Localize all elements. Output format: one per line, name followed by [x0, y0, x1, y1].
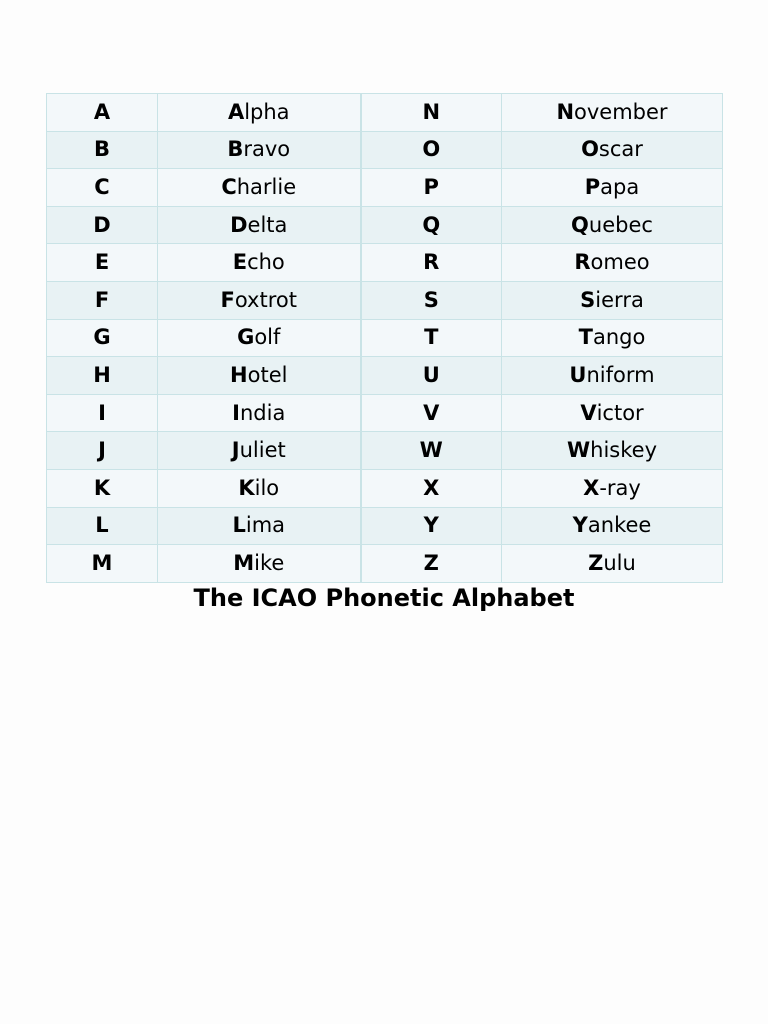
codeword-initial: B [227, 137, 244, 162]
codeword-cell [502, 319, 723, 357]
codeword-cell [502, 507, 723, 545]
codeword-cell [158, 357, 361, 395]
letter-cell: K [47, 469, 158, 507]
codeword-cell [158, 394, 361, 432]
letter-cell: V [361, 394, 502, 432]
table-row [47, 131, 723, 169]
codeword-cell [502, 131, 723, 169]
table-row [47, 244, 723, 282]
codeword-initial: G [237, 325, 255, 350]
codeword-initial: T [578, 325, 593, 350]
codeword-initial: C [221, 174, 237, 199]
codeword-rest: ango [592, 325, 646, 350]
codeword-cell [158, 244, 361, 282]
letter-cell: A [47, 94, 158, 132]
table-row [47, 94, 723, 132]
table-row [47, 432, 723, 470]
codeword-initial: Z [588, 550, 604, 575]
table-row [47, 319, 723, 357]
codeword-rest: -ray [599, 475, 641, 500]
letter-cell: P [361, 169, 502, 207]
letter-cell: H [47, 357, 158, 395]
codeword-rest: apa [600, 174, 640, 199]
codeword-rest: uliet [239, 438, 286, 463]
letter-cell: Z [361, 545, 502, 583]
codeword-cell [158, 432, 361, 470]
codeword-cell [158, 319, 361, 357]
table-caption: The ICAO Phonetic Alphabet [193, 584, 575, 612]
codeword-rest: ankee [587, 513, 652, 538]
codeword-rest: uebec [588, 212, 653, 237]
letter-cell: E [47, 244, 158, 282]
codeword-initial: E [232, 250, 248, 275]
letter-cell: M [47, 545, 158, 583]
letter-cell: C [47, 169, 158, 207]
codeword-cell [502, 394, 723, 432]
codeword-rest: ndia [239, 400, 286, 425]
codeword-cell [502, 169, 723, 207]
codeword-rest: cho [247, 250, 285, 275]
letter-cell: D [47, 206, 158, 244]
codeword-initial: Q [571, 212, 589, 237]
codeword-cell [158, 131, 361, 169]
codeword-cell [158, 206, 361, 244]
codeword-rest: ulu [603, 550, 636, 575]
phonetic-alphabet-table-wrapper [46, 93, 722, 583]
codeword-initial: A [227, 99, 245, 124]
letter-cell: I [47, 394, 158, 432]
codeword-cell [502, 244, 723, 282]
codeword-rest: niform [586, 362, 655, 387]
codeword-initial: N [556, 99, 575, 124]
codeword-initial: F [220, 287, 235, 312]
table-row [47, 357, 723, 395]
codeword-rest: scar [598, 137, 643, 162]
codeword-initial: L [232, 513, 246, 538]
table-body [47, 94, 723, 583]
table-row [47, 507, 723, 545]
codeword-rest: ilo [254, 475, 280, 500]
letter-cell: S [361, 281, 502, 319]
codeword-rest: ima [245, 513, 286, 538]
codeword-rest: lpha [244, 99, 290, 124]
codeword-initial: H [230, 362, 248, 387]
codeword-cell [502, 469, 723, 507]
codeword-initial: W [566, 438, 591, 463]
letter-cell: Q [361, 206, 502, 244]
codeword-rest: ravo [243, 137, 291, 162]
table-row [47, 394, 723, 432]
codeword-rest: elta [247, 212, 288, 237]
codeword-initial: I [232, 400, 240, 425]
codeword-initial: P [584, 174, 601, 199]
codeword-cell [158, 281, 361, 319]
codeword-rest: olf [254, 325, 281, 350]
letter-cell: G [47, 319, 158, 357]
letter-cell: J [47, 432, 158, 470]
codeword-rest: ierra [595, 287, 644, 312]
codeword-cell [158, 507, 361, 545]
codeword-rest: ictor [596, 400, 644, 425]
codeword-initial: D [230, 212, 248, 237]
codeword-initial: S [580, 287, 596, 312]
codeword-rest: oxtrot [234, 287, 297, 312]
codeword-rest: hiskey [590, 438, 658, 463]
table-row [47, 206, 723, 244]
table-row [47, 169, 723, 207]
letter-cell: L [47, 507, 158, 545]
codeword-rest: ike [254, 550, 285, 575]
codeword-cell [158, 94, 361, 132]
codeword-rest: omeo [590, 250, 650, 275]
letter-cell: F [47, 281, 158, 319]
codeword-cell [502, 432, 723, 470]
table-row [47, 545, 723, 583]
phonetic-alphabet-table [46, 93, 723, 583]
letter-cell: Y [361, 507, 502, 545]
codeword-cell [158, 545, 361, 583]
table-row [47, 469, 723, 507]
letter-cell: T [361, 319, 502, 357]
codeword-rest: otel [247, 362, 288, 387]
letter-cell: U [361, 357, 502, 395]
codeword-initial: U [569, 362, 587, 387]
letter-cell: W [361, 432, 502, 470]
codeword-cell [502, 545, 723, 583]
letter-cell: O [361, 131, 502, 169]
codeword-initial: V [580, 400, 597, 425]
codeword-initial: J [231, 438, 240, 463]
codeword-initial: X [583, 475, 600, 500]
letter-cell: X [361, 469, 502, 507]
codeword-initial: R [574, 250, 591, 275]
codeword-cell [502, 206, 723, 244]
codeword-cell [502, 281, 723, 319]
codeword-cell [502, 357, 723, 395]
codeword-initial: M [233, 550, 255, 575]
codeword-initial: Y [572, 513, 588, 538]
codeword-rest: harlie [236, 174, 297, 199]
table-row [47, 281, 723, 319]
codeword-cell [158, 169, 361, 207]
codeword-initial: O [581, 137, 599, 162]
codeword-initial: K [238, 475, 255, 500]
codeword-cell [158, 469, 361, 507]
letter-cell: N [361, 94, 502, 132]
codeword-rest: ovember [574, 99, 668, 124]
codeword-cell [502, 94, 723, 132]
letter-cell: R [361, 244, 502, 282]
letter-cell: B [47, 131, 158, 169]
